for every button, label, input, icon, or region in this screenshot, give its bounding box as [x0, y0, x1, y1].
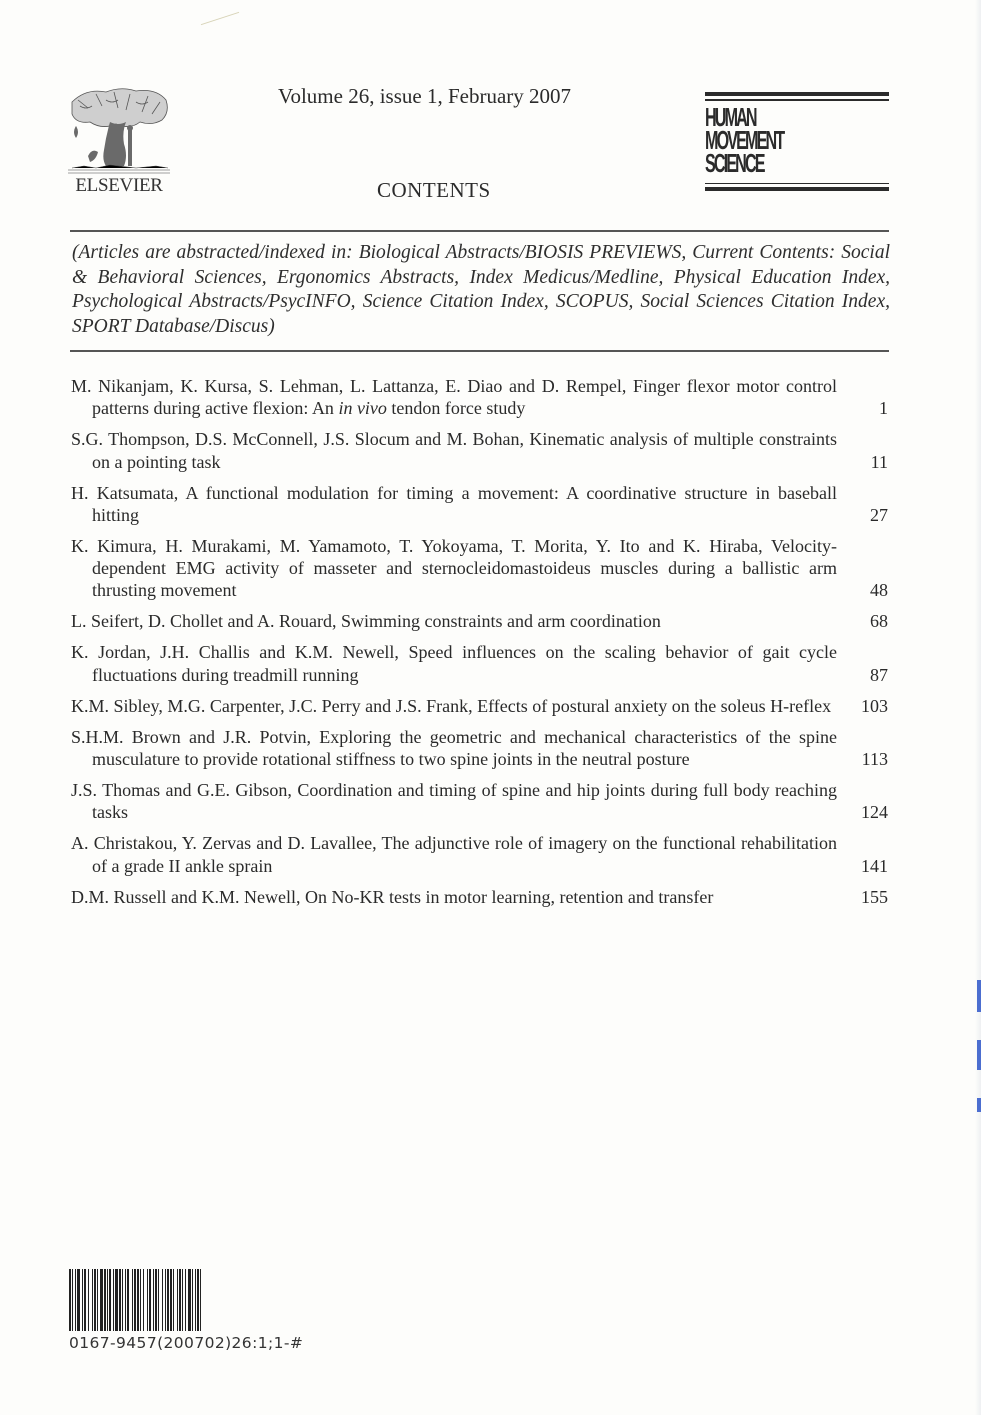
article-citation [71, 886, 837, 908]
edge-mark [977, 980, 981, 1012]
article-citation [71, 428, 837, 473]
toc-entry[interactable] [71, 832, 889, 877]
citation-text: J.S. Thomas and G.E. Gibson, Coordination and timing of spine and hip joints during full body reaching tasks [71, 779, 837, 823]
barcode-bar [201, 1269, 203, 1331]
journal-title-line: HUMAN [705, 101, 756, 132]
article-citation [71, 641, 837, 686]
tree-emblem-icon [66, 86, 172, 176]
article-citation [71, 695, 837, 717]
citation-text: K. Jordan, J.H. Challis and K.M. Newell, Speed influences on the scaling behavior of gait cycle fluctuations during treadmill running [71, 642, 837, 685]
toc-entry[interactable] [71, 535, 889, 602]
barcode [69, 1269, 303, 1352]
elsevier-logo [66, 86, 172, 196]
toc-entry[interactable] [71, 779, 889, 824]
contents-heading: CONTENTS [377, 178, 491, 202]
page-number: 68 [870, 611, 888, 632]
edge-mark [977, 1040, 981, 1070]
journal-title [705, 101, 891, 178]
citation-text: tendon force study [386, 398, 526, 419]
toc-entry[interactable] [71, 482, 889, 527]
citation-text: K. Kimura, H. Murakami, M. Yamamoto, T. Yokoyama, T. Morita, Y. Ito and K. Hiraba, Velocity-dependent EMG activity of masseter and sternocleidomastoideus muscles during a ballistic arm thrusting movement [71, 535, 837, 601]
toc-entry[interactable] [71, 886, 889, 908]
barcode-bars [69, 1269, 303, 1331]
issue-info: Volume 26, issue 1, February 2007 [278, 84, 572, 108]
toc-entry[interactable] [71, 375, 889, 420]
page-number: 124 [861, 802, 888, 823]
barcode-number: 0167-9457(200702)26:1;1-# [69, 1334, 304, 1352]
rule [705, 99, 889, 101]
article-citation [71, 832, 837, 877]
table-of-contents [71, 375, 889, 917]
article-citation [71, 375, 837, 420]
citation-text: S.G. Thompson, D.S. McConnell, J.S. Slocum and M. Bohan, Kinematic analysis of multiple constraints on a pointing task [71, 429, 837, 472]
page-number: 1 [879, 398, 888, 419]
journal-title-block [705, 92, 889, 191]
toc-entry[interactable] [71, 641, 889, 686]
toc-entry[interactable] [71, 428, 889, 473]
paper-scratch [201, 12, 239, 25]
article-citation [71, 482, 837, 527]
toc-entry[interactable] [71, 695, 889, 717]
citation-italic-text: in vivo [338, 398, 387, 419]
indexing-note: (Articles are abstracted/indexed in: Biological Abstracts/BIOSIS PREVIEWS, Current Contents: Social & Behavioral Sciences, Ergonomics Abstracts, Index Medicus/Medline, Physical Education Index, Psychological Abstracts/PsycINFO, Science Citation Index, SCOPUS, Social Sciences Citation Index, SPORT Database/Discus) [72, 242, 890, 337]
article-citation [71, 535, 837, 602]
citation-text: K.M. Sibley, M.G. Carpenter, J.C. Perry and J.S. Frank, Effects of postural anxiety on the soleus H-reflex [71, 695, 832, 716]
citation-text: S.H.M. Brown and J.R. Potvin, Exploring the geometric and mechanical characteristics of the spine musculature to provide rotational stiffness to two spine joints in the neutral posture [71, 726, 837, 769]
citation-text: L. Seifert, D. Chollet and A. Rouard, Swimming constraints and arm coordination [71, 611, 661, 632]
rule [705, 92, 889, 96]
citation-text: D.M. Russell and K.M. Newell, On No-KR tests in motor learning, retention and transfer [71, 886, 714, 907]
page-number: 48 [870, 580, 888, 601]
page-number: 155 [861, 886, 888, 907]
citation-text: M. Nikanjam, K. Kursa, S. Lehman, L. Lattanza, E. Diao and D. Rempel, Finger flexor motor control patterns during active flexion: An [71, 376, 837, 419]
rule [705, 187, 889, 191]
citation-text: H. Katsumata, A functional modulation for timing a movement: A coordinative structure in baseball hitting [71, 482, 837, 525]
article-citation [71, 726, 837, 771]
page-number: 27 [870, 504, 888, 525]
article-citation [71, 610, 837, 632]
journal-title-line: MOVEMENT [705, 124, 784, 155]
toc-entry[interactable] [71, 726, 889, 771]
divider [70, 350, 889, 352]
edge-mark [977, 1098, 981, 1112]
divider [70, 230, 889, 232]
publisher-name: ELSEVIER [75, 175, 163, 196]
article-citation [71, 779, 837, 824]
journal-title-line: SCIENCE [705, 147, 764, 178]
citation-text: A. Christakou, Y. Zervas and D. Lavallee, The adjunctive role of imagery on the functional rehabilitation of a grade II ankle sprain [71, 833, 837, 876]
page-number: 11 [870, 451, 888, 472]
toc-entry[interactable] [71, 610, 889, 632]
page-number: 141 [861, 855, 888, 876]
page-number: 103 [861, 695, 888, 716]
page-number: 113 [861, 748, 888, 769]
rule [705, 183, 889, 185]
page-edge [975, 0, 981, 1415]
page-number: 87 [870, 664, 888, 685]
